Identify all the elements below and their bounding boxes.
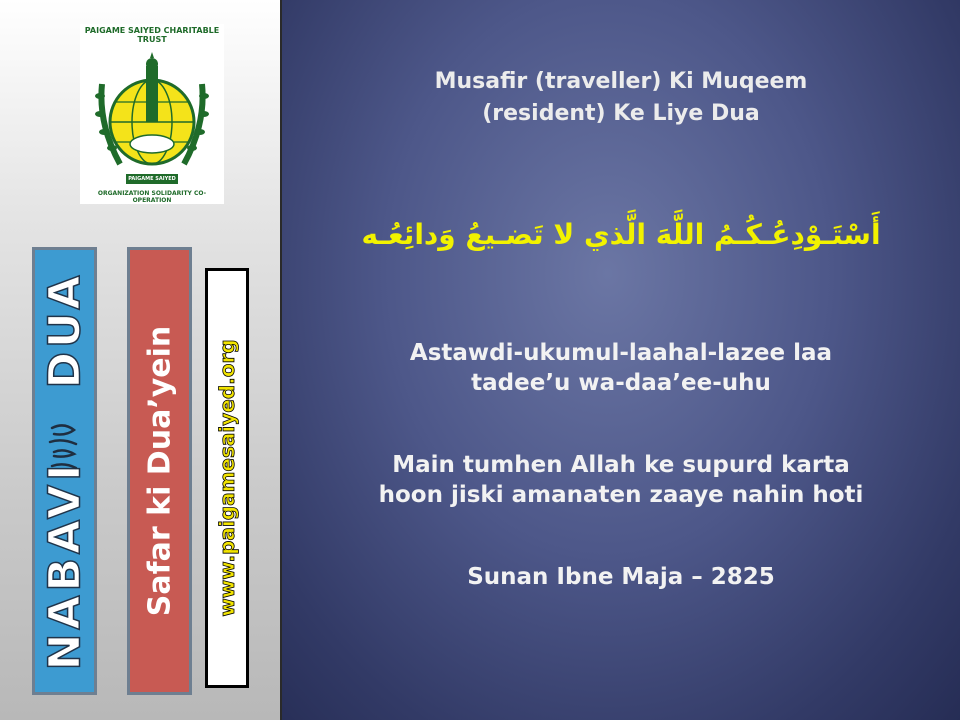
website-url: www.paigamesaiyed.org — [215, 339, 239, 617]
logo-top-text: PAIGAME SAIYED CHARITABLE TRUST — [84, 26, 220, 44]
translation-line-1: Main tumhen Allah ke supurd karta — [392, 452, 850, 478]
safar-dua-box — [127, 247, 192, 695]
arabic-dua-text: أَسْتَـوْدِعُـكُـمُ اللَّهَ الَّذي لا تَضـيعُ وَدائِعُـه — [361, 218, 881, 251]
translation — [282, 450, 960, 510]
trust-logo — [80, 24, 224, 204]
transliteration-line-1: Astawdi-ukumul-laahal-lazee laa — [409, 340, 833, 366]
website-box — [205, 268, 249, 688]
logo-band-text: PAIGAME SAIYED — [126, 174, 178, 184]
translation-line-2: hoon jiski amanaten zaaye nahin hoti — [378, 482, 864, 508]
dua-title — [282, 66, 960, 130]
title-line-2: (resident) Ke Liye Dua — [482, 101, 760, 126]
nabavi-word: NABAVI — [39, 460, 90, 671]
dua-word: DUA — [39, 271, 90, 389]
transliteration — [282, 338, 960, 398]
sidebar-panel — [0, 0, 282, 720]
hadith-reference: Sunan Ibne Maja – 2825 — [467, 564, 775, 590]
transliteration-line-2: tadee’u wa-daa’ee-uhu — [471, 370, 771, 396]
logo-bottom-text: ORGANIZATION SOLIDARITY CO-OPERATION — [97, 190, 207, 204]
safar-dua-label: Safar ki Dua’yein — [142, 325, 177, 617]
title-line-1: Musafir (traveller) Ki Muqeem — [434, 69, 808, 94]
salutation-calligraphy-icon — [44, 418, 84, 478]
